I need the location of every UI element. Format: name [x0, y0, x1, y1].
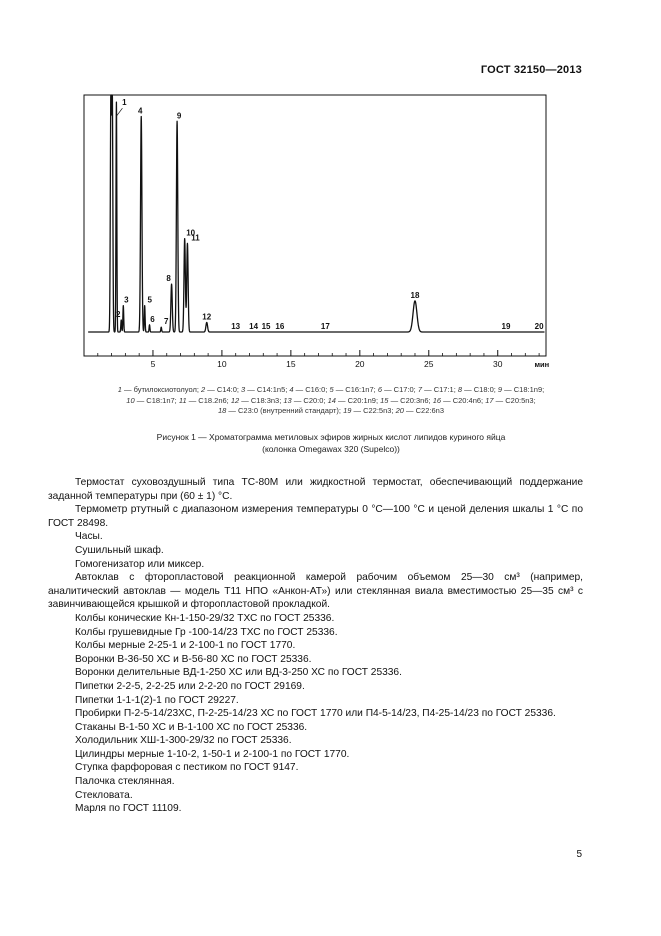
legend-peak-number: 19 — [343, 406, 352, 415]
equipment-item: Стаканы В-1-50 ХС и В-1-100 ХС по ГОСТ 25336. — [75, 721, 308, 733]
peak-label: 10 — [186, 228, 196, 238]
x-tick-label: 20 — [355, 359, 365, 369]
peak-label: 4 — [138, 106, 143, 116]
legend-compound: — C18:0; — [462, 385, 498, 394]
equipment-item: Палочка стеклянная. — [75, 776, 175, 788]
legend-compound: — C20:0; — [291, 395, 328, 405]
equipment-item: Пипетки 2-2-5, 2-2-25 или 2-2-20 по ГОСТ 29169. — [75, 680, 305, 692]
peak-label: 7 — [164, 317, 169, 327]
legend-peak-number: 9 — [497, 385, 503, 394]
legend-compound: — C16:0; — [293, 385, 330, 394]
peak-label: 17 — [320, 322, 330, 331]
equipment-item: Пипетки 1-1-1(2)-1 по ГОСТ 29227. — [75, 694, 239, 706]
x-tick-label: 10 — [217, 359, 227, 369]
x-tick-label: 15 — [286, 359, 296, 369]
peak-label: 6 — [150, 314, 155, 324]
legend-peak-number: 14 — [327, 395, 336, 405]
figure-caption — [48, 432, 614, 455]
peak-label: 14 — [249, 322, 259, 331]
legend-peak-number: 4 — [289, 385, 294, 394]
legend-peak-number: 10 — [126, 395, 135, 405]
peak-label: 9 — [176, 111, 182, 121]
legend-compound: — C17:1; — [422, 385, 458, 394]
legend-line-1 — [48, 385, 614, 396]
peak-label: 15 — [261, 322, 271, 331]
equipment-item: Воронки делительные ВД-1-250 ХС или ВД-3-250 ХС по ГОСТ 25336. — [75, 667, 402, 679]
legend-peak-number: 8 — [457, 385, 463, 394]
legend-peak-number: 2 — [201, 385, 206, 394]
legend-compound: — C20:3n6; — [388, 395, 433, 405]
legend-peak-number: 7 — [417, 385, 423, 394]
legend-peak-number: 20 — [395, 406, 404, 415]
equipment-item: Колбы конические Кн-1-150-29/32 ТХС по ГОСТ 25336. — [75, 612, 335, 624]
legend-compound: — C20:5n3; — [493, 395, 536, 405]
legend-peak-number: 5 — [329, 385, 334, 394]
x-axis-unit: мин — [534, 360, 550, 369]
chromatogram-svg — [0, 0, 661, 380]
chromatogram-chart — [0, 0, 661, 380]
legend-peak-number: 6 — [377, 385, 382, 394]
legend-compound: — C14:0; — [205, 385, 242, 394]
peak-label: 8 — [166, 274, 171, 284]
equipment-item: Термометр ртутный с диапазоном измерения температуры 0 °С—100 °С и ценой деления шкалы 1 °С по ГОСТ 28498. — [48, 504, 583, 529]
legend-compound: — C18:1n9; — [502, 385, 545, 394]
legend-compound: — C18.2n6; — [186, 395, 231, 405]
equipment-item: Ступка фарфоровая с пестиком по ГОСТ 9147. — [75, 762, 299, 774]
legend-compound: — C16:1n7; — [333, 385, 378, 394]
peak-label: 18 — [410, 290, 420, 300]
equipment-item: Пробирки П-2-5-14/23ХС, П-2-25-14/23 ХС по ГОСТ 1770 или П4-5-14/23, П4-25-14/23 по ГОСТ 25336. — [75, 708, 556, 720]
legend-compound: — C23:0 (внутренний стандарт); — [226, 406, 344, 415]
legend-peak-number: 1 — [117, 385, 122, 394]
x-tick-label: 25 — [424, 359, 434, 369]
equipment-item: Колбы мерные 2-25-1 и 2-100-1 по ГОСТ 1770. — [75, 640, 296, 652]
legend-peak-number: 17 — [485, 395, 494, 405]
chart-legend — [48, 385, 614, 417]
caption-line-2: (колонка Omegawax 320 (Supelco)) — [262, 443, 400, 454]
peak-label: 12 — [202, 312, 212, 322]
peak-label: 3 — [124, 295, 129, 305]
equipment-item: Термостат суховоздушный типа ТС-80М или жидкостной термостат, обеспечивающий поддержание заданной температуры при (60 ± 1) °С. — [48, 477, 583, 502]
equipment-item: Марля по ГОСТ 11109. — [75, 803, 182, 815]
legend-compound: — C18:1n7; — [134, 395, 179, 405]
peak-label: 20 — [534, 322, 544, 331]
peak-label: 2 — [116, 310, 121, 320]
legend-peak-number: 13 — [283, 395, 292, 405]
chromatogram-trace — [88, 95, 544, 332]
equipment-item: Часы. — [75, 531, 103, 543]
peak-label: 13 — [231, 322, 241, 331]
equipment-item: Цилиндры мерные 1-10-2, 1-50-1 и 2-100-1 по ГОСТ 1770. — [75, 748, 350, 760]
page-number: 5 — [576, 849, 582, 860]
legend-peak-number: 15 — [380, 395, 389, 405]
equipment-item: Колбы грушевидные Гр -100-14/23 ТХС по ГОСТ 25336. — [75, 626, 338, 638]
legend-peak-number: 11 — [178, 395, 187, 405]
legend-peak-number: 3 — [241, 385, 246, 394]
x-tick-label: 30 — [492, 359, 503, 369]
peak-label: 16 — [275, 322, 285, 331]
legend-compound: — C20:4n6; — [441, 395, 486, 405]
equipment-item: Воронки В-36-50 ХС и В-56-80 ХС по ГОСТ 25336. — [75, 653, 312, 665]
legend-peak-number: 18 — [218, 406, 227, 415]
legend-line-3 — [48, 406, 614, 417]
legend-compound: — бутилоксиотолуол; — [121, 385, 202, 394]
legend-compound: — C20:1n9; — [335, 395, 381, 405]
standard-header: ГОСТ 32150—2013 — [480, 64, 582, 76]
equipment-item: Автоклав с фторопластовой реакционной камерой рабочим объемом 25—30 см³ (например, аналитический автоклав — модель Т11 НПО «Анкон-АТ») или стеклянная виала вместимостью 25—35 см³ с завинчивающейся крышкой и фторопластовой прокладкой. — [48, 572, 583, 611]
caption-line-1: Рисунок 1 — Хроматограмма метиловых эфиров жирных кислот липидов куриного яйца — [156, 432, 506, 442]
legend-compound: — C14:1n5; — [245, 385, 290, 394]
equipment-item: Стекловата. — [75, 789, 133, 801]
peak-label: 11 — [191, 233, 200, 243]
peak-label: 5 — [147, 295, 152, 305]
equipment-item: Холодильник ХШ-1-300-29/32 по ГОСТ 25336. — [75, 735, 292, 747]
legend-peak-number: 12 — [230, 395, 240, 405]
legend-compound: — C18:3n3; — [239, 395, 284, 405]
legend-compound: — C17:0; — [382, 385, 418, 394]
legend-compound: — C22:5n3; — [351, 406, 396, 415]
equipment-item: Гомогенизатор или миксер. — [75, 558, 205, 570]
legend-compound: — C22:6n3 — [403, 406, 444, 415]
legend-peak-number: 16 — [432, 395, 442, 405]
peak-label: 1 — [122, 98, 127, 107]
peak-label: 19 — [501, 322, 511, 331]
peak-1-leader — [116, 108, 122, 116]
equipment-list — [48, 476, 583, 816]
equipment-item: Сушильный шкаф. — [75, 544, 164, 556]
legend-line-2 — [48, 396, 614, 407]
x-tick-label: 5 — [150, 359, 156, 369]
